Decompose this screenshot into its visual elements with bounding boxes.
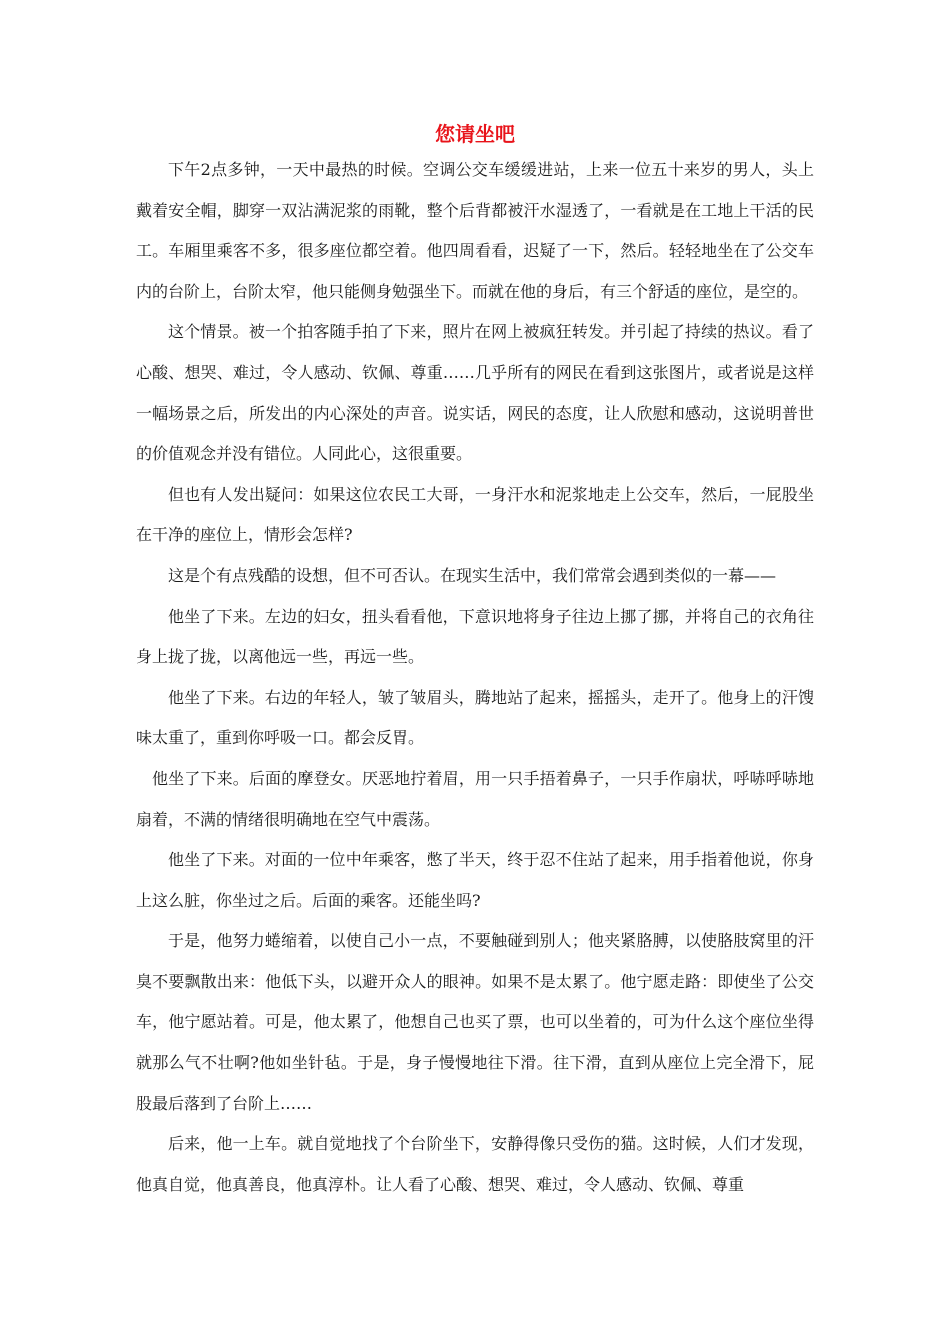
paragraph: 他坐了下来。右边的年轻人，皱了皱眉头，腾地站了起来，摇摇头，走开了。他身上的汗馊味太重了，重到你呼吸一口。都会反胃。 [136,687,814,748]
document-body [136,150,814,1205]
paragraph: 这个情景。被一个拍客随手拍了下来，照片在网上被疯狂转发。并引起了持续的热议。看了心酸、想哭、难过，令人感动、钦佩、尊重……几乎所有的网民在看到这张图片，或者说是这样一幅场景之后，所发出的内心深处的声音。说实话，网民的态度，让人欣慰和感动，这说明普世的价值观念并没有错位。人同此心，这很重要。 [136,322,814,464]
paragraph: 这是个有点残酷的设想，但不可否认。在现实生活中，我们常常会遇到类似的一幕—— [168,565,777,585]
paragraph: 他坐了下来。后面的摩登女。厌恶地拧着眉，用一只手捂着鼻子，一只手作扇状，呼哧呼哧地扇着，不满的情绪很明确地在空气中震荡。 [136,768,814,829]
paragraph: 他坐了下来。对面的一位中年乘客，憋了半天，终于忍不住站了起来，用手指着他说，你身上这么脏，你坐过之后。后面的乘客。还能坐吗? [136,850,814,910]
paragraph: 下午2点多钟，一天中最热的时候。空调公交车缓缓进站，上来一位五十来岁的男人，头上戴着安全帽，脚穿一双沾满泥浆的雨靴，整个后背都被汗水湿透了，一看就是在工地上干活的民工。车厢里乘客不多，很多座位都空着。他四周看看，迟疑了一下，然后。轻轻地坐在了公交车内的台阶上，台阶太窄，他只能侧身勉强坐下。而就在他的身后，有三个舒适的座位，是空的。 [136,160,814,301]
paragraph: 于是，他努力蜷缩着，以使自己小一点，不要触碰到别人；他夹紧胳膊，以使胳肢窝里的汗臭不要飘散出来：他低下头，以避开众人的眼神。如果不是太累了。他宁愿走路：即使坐了公交车，他宁愿站着。可是，他太累了，他想自己也买了票，也可以坐着的，可为什么这个座位坐得就那么气不壮啊?他如坐针毡。于是，身子慢慢地往下滑。往下滑，直到从座位上完全滑下，屁股最后落到了台阶上…… [136,931,814,1113]
paragraph: 后来，他一上车。就自觉地找了个台阶坐下，安静得像只受伤的猫。这时候，人们才发现，他真自觉，他真善良，他真淳朴。让人看了心酸、想哭、难过，令人感动、钦佩、尊重 [136,1134,814,1194]
paragraph: 他坐了下来。左边的妇女，扭头看看他，下意识地将身子往边上挪了挪，并将自己的衣角往身上拢了拢，以离他远一些，再远一些。 [136,606,814,667]
document-title: 您请坐吧 [435,122,515,146]
paragraph: 但也有人发出疑问：如果这位农民工大哥，一身汗水和泥浆地走上公交车，然后，一屁股坐在干净的座位上，情形会怎样? [136,484,814,545]
